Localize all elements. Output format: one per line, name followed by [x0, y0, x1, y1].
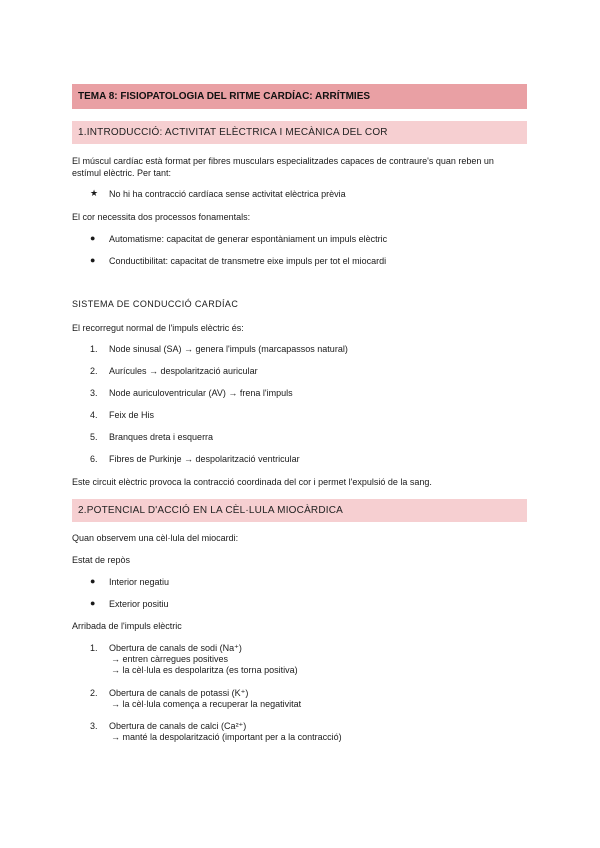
arrival-item-title: Obertura de canals de potassi (K⁺): [109, 688, 249, 698]
process-item: Conductibilitat: capacitat de transmetre eixe impuls per tot el miocardi: [109, 256, 387, 266]
observe-line: Quan observem una cèl·lula del miocardi:: [72, 533, 239, 543]
conduction-subheading: SISTEMA DE CONDUCCIÓ CARDÍAC: [72, 299, 239, 309]
intro-line-2: estímul elèctric. Per tant:: [72, 168, 172, 178]
arrival-item-detail: → la cèl·lula comença a recuperar la negativitat: [111, 699, 302, 709]
arrival-item: [109, 688, 301, 710]
arrival-item-title: Obertura de canals de calci (Ca²⁺): [109, 721, 247, 731]
star-bullet-icon: ★: [90, 188, 99, 198]
rest-item: Exterior positiu: [109, 599, 169, 609]
processes-intro: El cor necessita dos processos fonamentals:: [72, 212, 251, 222]
list-number: 5.: [90, 432, 98, 442]
arrival-item: [109, 643, 298, 676]
route-item: Node auriculoventricular (AV) → frena l'impuls: [109, 388, 293, 398]
bullet-icon: ●: [90, 598, 96, 608]
section-1-heading: 1.INTRODUCCIÓ: ACTIVITAT ELÈCTRICA I MECÀNICA DEL COR: [72, 121, 527, 144]
route-intro: El recorregut normal de l'impuls elèctric és:: [72, 323, 244, 333]
list-number: 4.: [90, 410, 98, 420]
arrival-item: [109, 721, 342, 743]
arrival-item-detail: → manté la despolarització (important per a la contracció): [111, 732, 342, 742]
list-number: 1.: [90, 643, 98, 653]
intro-line-1: El múscul cardíac està format per fibres musculars especialitzades capaces de contraure's quan reben un: [72, 156, 494, 166]
bullet-icon: ●: [90, 576, 96, 586]
conclusion-paragraph: Este circuit elèctric provoca la contracció coordinada del cor i permet l'expulsió de la sang.: [72, 477, 432, 487]
list-number: 3.: [90, 388, 98, 398]
list-number: 3.: [90, 721, 98, 731]
route-item: Branques dreta i esquerra: [109, 432, 214, 442]
rest-item: Interior negatiu: [109, 577, 170, 587]
intro-paragraph: [72, 155, 528, 179]
rest-heading: Estat de repòs: [72, 555, 131, 565]
list-number: 2.: [90, 688, 98, 698]
star-item: No hi ha contracció cardíaca sense activitat elèctrica prèvia: [109, 189, 346, 199]
section-2-heading: 2.POTENCIAL D'ACCIÓ EN LA CÈL·LULA MIOCÀRDICA: [72, 499, 527, 522]
list-number: 1.: [90, 344, 98, 354]
process-item: Automatisme: capacitat de generar espontàniament un impuls elèctric: [109, 234, 388, 244]
bullet-icon: ●: [90, 233, 96, 243]
arrival-item-detail: → la cèl·lula es despolaritza (es torna positiva): [111, 665, 298, 675]
route-item: Node sinusal (SA) → genera l'impuls (marcapassos natural): [109, 344, 348, 354]
arrival-heading: Arribada de l'impuls elèctric: [72, 621, 182, 631]
page-title: TEMA 8: FISIOPATOLOGIA DEL RITME CARDÍAC: ARRÍTMIES: [72, 84, 527, 109]
arrival-item-title: Obertura de canals de sodi (Na⁺): [109, 643, 242, 653]
route-item: Aurícules → despolarització auricular: [109, 366, 258, 376]
list-number: 2.: [90, 366, 98, 376]
arrival-item-detail: → entren càrregues positives: [111, 654, 229, 664]
route-item: Feix de His: [109, 410, 155, 420]
bullet-icon: ●: [90, 255, 96, 265]
list-number: 6.: [90, 454, 98, 464]
route-item: Fibres de Purkinje → despolarització ventricular: [109, 454, 300, 464]
